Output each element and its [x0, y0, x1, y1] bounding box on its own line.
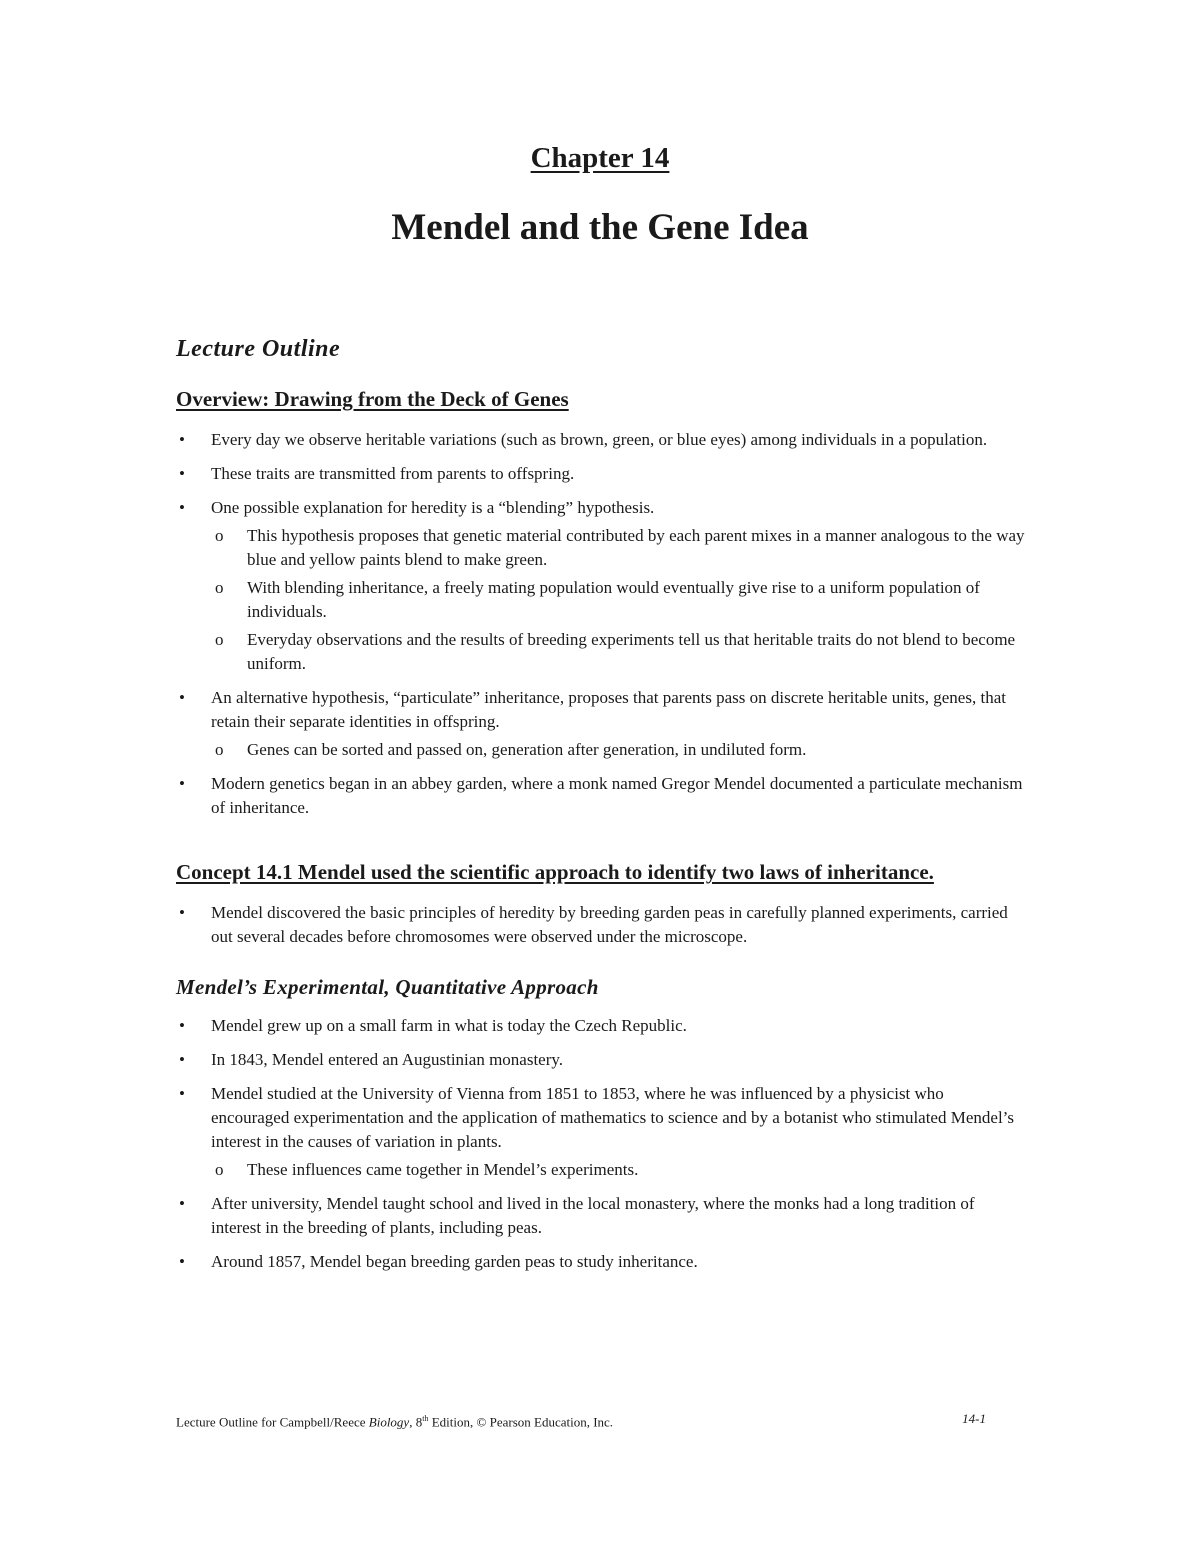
chapter-label: Chapter 14: [530, 142, 670, 174]
sub-list-item: [211, 524, 1026, 572]
list-item-text: Every day we observe heritable variations (such as brown, green, or blue eyes) among individuals in a population.: [211, 430, 988, 449]
footer-edition-suffix: th: [422, 1414, 429, 1423]
bullet-icon: •: [179, 1194, 185, 1213]
lecture-outline-heading: Lecture Outline: [176, 336, 341, 362]
list-item: [176, 686, 1026, 762]
list-item-text: These traits are transmitted from parents to offspring.: [211, 464, 575, 483]
bullet-icon: •: [179, 1252, 185, 1271]
overview-heading: Overview: Drawing from the Deck of Genes: [176, 387, 569, 411]
list-item-text: Mendel discovered the basic principles of heredity by breeding garden peas in carefully planned experiments, carried out several decades before chromosomes were observed under the microscope.: [211, 903, 1008, 946]
list-item-text: Mendel grew up on a small farm in what is today the Czech Republic.: [211, 1016, 687, 1035]
sub-list-item: [211, 576, 1026, 624]
bullet-icon: •: [179, 1084, 185, 1103]
footer-prefix: Lecture Outline for Campbell/Reece: [176, 1414, 369, 1430]
bullet-icon: •: [179, 688, 185, 707]
bullet-icon: •: [179, 1016, 185, 1035]
footer-edition-number: , 8: [409, 1414, 423, 1430]
list-item-text: In 1843, Mendel entered an Augustinian monastery.: [211, 1050, 564, 1069]
bullet-icon: •: [179, 464, 185, 483]
approach-heading: Mendel’s Experimental, Quantitative Approach: [176, 975, 599, 999]
bullet-icon: •: [179, 498, 185, 517]
list-item: [176, 1082, 1026, 1182]
bullet-icon: •: [179, 774, 185, 793]
list-item-text: Around 1857, Mendel began breeding garden peas to study inheritance.: [211, 1252, 698, 1271]
list-item: [176, 1250, 1026, 1274]
sub-bullet-icon: o: [215, 630, 224, 649]
sub-list-item-text: Everyday observations and the results of breeding experiments tell us that heritable traits do not blend to become uniform.: [247, 630, 1016, 673]
page-number: 14-1: [962, 1411, 986, 1426]
sub-bullet-icon: o: [215, 526, 224, 545]
sub-bullet-icon: o: [215, 740, 224, 759]
sub-list-item: [211, 738, 1026, 762]
sub-list-item-text: Genes can be sorted and passed on, generation after generation, in undiluted form.: [247, 740, 807, 759]
list-item-text: An alternative hypothesis, “particulate” inheritance, proposes that parents pass on discrete heritable units, genes, that retain their separate identities in offspring.: [211, 688, 1006, 731]
bullet-icon: •: [179, 1050, 185, 1069]
bullet-icon: •: [179, 430, 185, 449]
chapter-title: Mendel and the Gene Idea: [391, 207, 809, 248]
sub-list-item-text: These influences came together in Mendel’s experiments.: [247, 1160, 639, 1179]
list-item: [176, 1014, 1026, 1038]
list-item: [176, 428, 1026, 452]
concept-heading: Concept 14.1 Mendel used the scientific approach to identify two laws of inheritance.: [176, 860, 934, 884]
content-body: [176, 336, 1026, 1284]
sub-list: [211, 1158, 1026, 1182]
sub-list-item: [211, 628, 1026, 676]
list-item-text: One possible explanation for heredity is a “blending” hypothesis.: [211, 498, 655, 517]
footer-citation: [176, 1410, 613, 1431]
approach-list: [176, 1014, 1026, 1274]
list-item-text: After university, Mendel taught school and lived in the local monastery, where the monks had a long tradition of interest in the breeding of plants, including peas.: [211, 1194, 975, 1237]
list-item: [176, 1048, 1026, 1072]
sub-list-item-text: This hypothesis proposes that genetic material contributed by each parent mixes in a manner analogous to the way blue and yellow paints blend to make green.: [247, 526, 1025, 569]
list-item: [176, 462, 1026, 486]
list-item: [176, 1192, 1026, 1240]
concept-list: [176, 901, 1026, 949]
list-item: [176, 772, 1026, 820]
list-item: [176, 901, 1026, 949]
footer-publisher: Edition, © Pearson Education, Inc.: [428, 1414, 614, 1430]
overview-list: [176, 428, 1026, 820]
list-item-text: Modern genetics began in an abbey garden, where a monk named Gregor Mendel documented a particulate mechanism of inheritance.: [211, 774, 1023, 817]
list-item: [176, 496, 1026, 676]
sub-list: [211, 524, 1026, 676]
sub-bullet-icon: o: [215, 1160, 224, 1179]
sub-list-item: [211, 1158, 1026, 1182]
bullet-icon: •: [179, 903, 185, 922]
sub-bullet-icon: o: [215, 578, 224, 597]
list-item-text: Mendel studied at the University of Vienna from 1851 to 1853, where he was influenced by a physicist who encouraged experimentation and the application of mathematics to science and by a botanist who stimulated Mendel’s interest in the causes of variation in plants.: [211, 1084, 1015, 1151]
footer-book-title: Biology: [368, 1414, 410, 1430]
sub-list-item-text: With blending inheritance, a freely mating population would eventually give rise to a uniform population of individuals.: [247, 578, 980, 621]
sub-list: [211, 738, 1026, 762]
